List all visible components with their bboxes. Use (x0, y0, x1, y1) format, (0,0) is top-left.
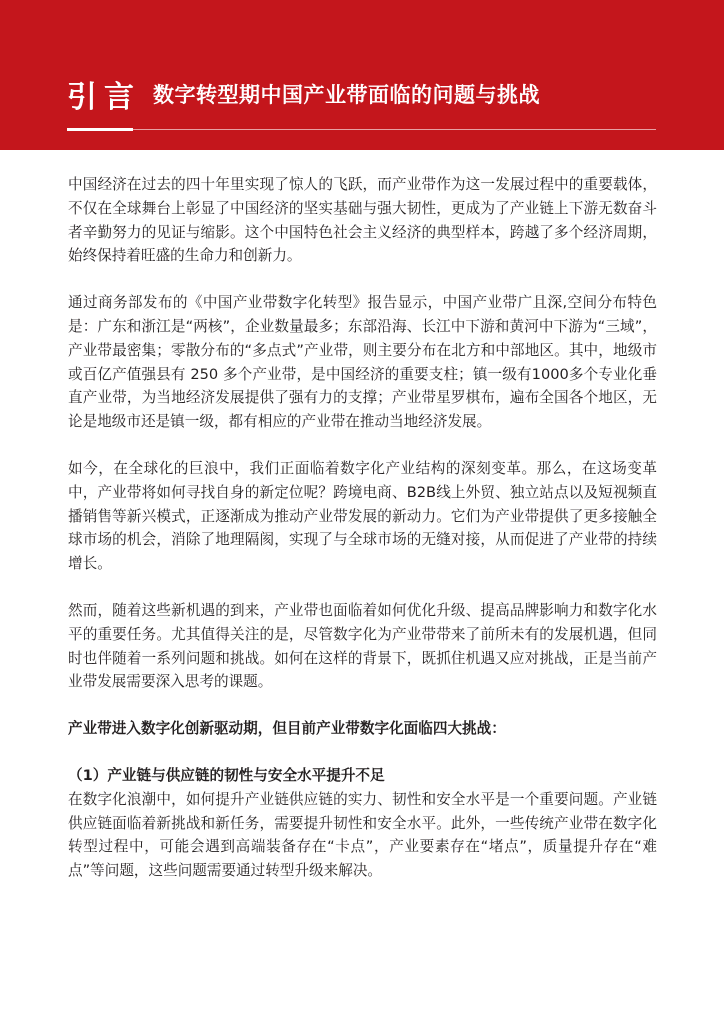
paragraph-intro: 中国经济在过去的四十年里实现了惊人的飞跃，而产业带作为这一发展过程中的重要载体，不仅在全球舞台上彰显了中国经济的坚实基础与强大韧性，更成为了产业链上下游无数奋斗者辛勤努力的见证与缩影。这个中国特色社会主义经济的典型样本，跨越了多个经济周期，始终保持着旺盛的生命力和创新力。 (68, 176, 657, 265)
challenges-heading: 产业带进入数字化创新驱动期，但目前产业带数字化面临四大挑战： (68, 720, 506, 738)
paragraph-globalization: 如今，在全球化的巨浪中，我们正面临着数字化产业结构的深刻变革。那么，在这场变革中，产业带将如何寻找自身的新定位呢？跨境电商、B2B线上外贸、独立站点以及短视频直播销售等新兴模式，正逐渐成为推动产业带发展的新动力。它们为产业带提供了更多接触全球市场的机会，消除了地理隔阂，实现了与全球市场的无缝对接，从而促进了产业带的持续增长。 (68, 459, 657, 573)
paragraph-challenges-intro: 然而，随着这些新机遇的到来，产业带也面临着如何优化升级、提高品牌影响力和数字化水平的重要任务。尤其值得关注的是，尽管数字化为产业带带来了前所未有的发展机遇，但同时也伴随着一系列问题和挑战。如何在这样的背景下，既抓住机遇又应对挑战，正是当前产业带发展需要深入思考的课题。 (68, 601, 657, 691)
body-content (68, 173, 657, 883)
challenge-1-heading: （1）产业链与供应链的韧性与安全水平提升不足 (68, 766, 385, 784)
header-banner (0, 0, 724, 150)
title-underline-accent (67, 128, 133, 131)
page-title: 数字转型期中国产业带面临的问题与挑战 (153, 83, 540, 107)
title-underline-rule (133, 129, 656, 130)
paragraph-distribution: 通过商务部发布的《中国产业带数字化转型》报告显示，中国产业带广且深,空间分布特色是：广东和浙江是“两核”，企业数量最多；东部沿海、长江中下游和黄河中下游为“三域”，产业带最密集；零散分布的“多点式”产业带，则主要分布在北方和中部地区。其中，地级市或百亿产值强县有 250 多个产业带，是中国经济的重要支柱；镇一级有1000多个专业化垂直产业带，为当地经济发展提供了强有力的支撑；产业带星罗棋布，遍布全国各个地区，无论是地级市还是镇一级，都有相应的产业带在推动当地经济发展。 (68, 294, 657, 431)
header-title (67, 72, 540, 116)
intro-label: 引言 (67, 80, 141, 115)
challenge-1-text: 在数字化浪潮中，如何提升产业链供应链的实力、韧性和安全水平是一个重要问题。产业链供应链面临着新挑战和新任务，需要提升韧性和安全水平。此外，一些传统产业带在数字化转型过程中，可能会遇到高端装备存在“卡点”，产业要素存在“堵点”，质量提升存在“难点”等问题，这些问题需要通过转型升级来解决。 (68, 790, 657, 880)
